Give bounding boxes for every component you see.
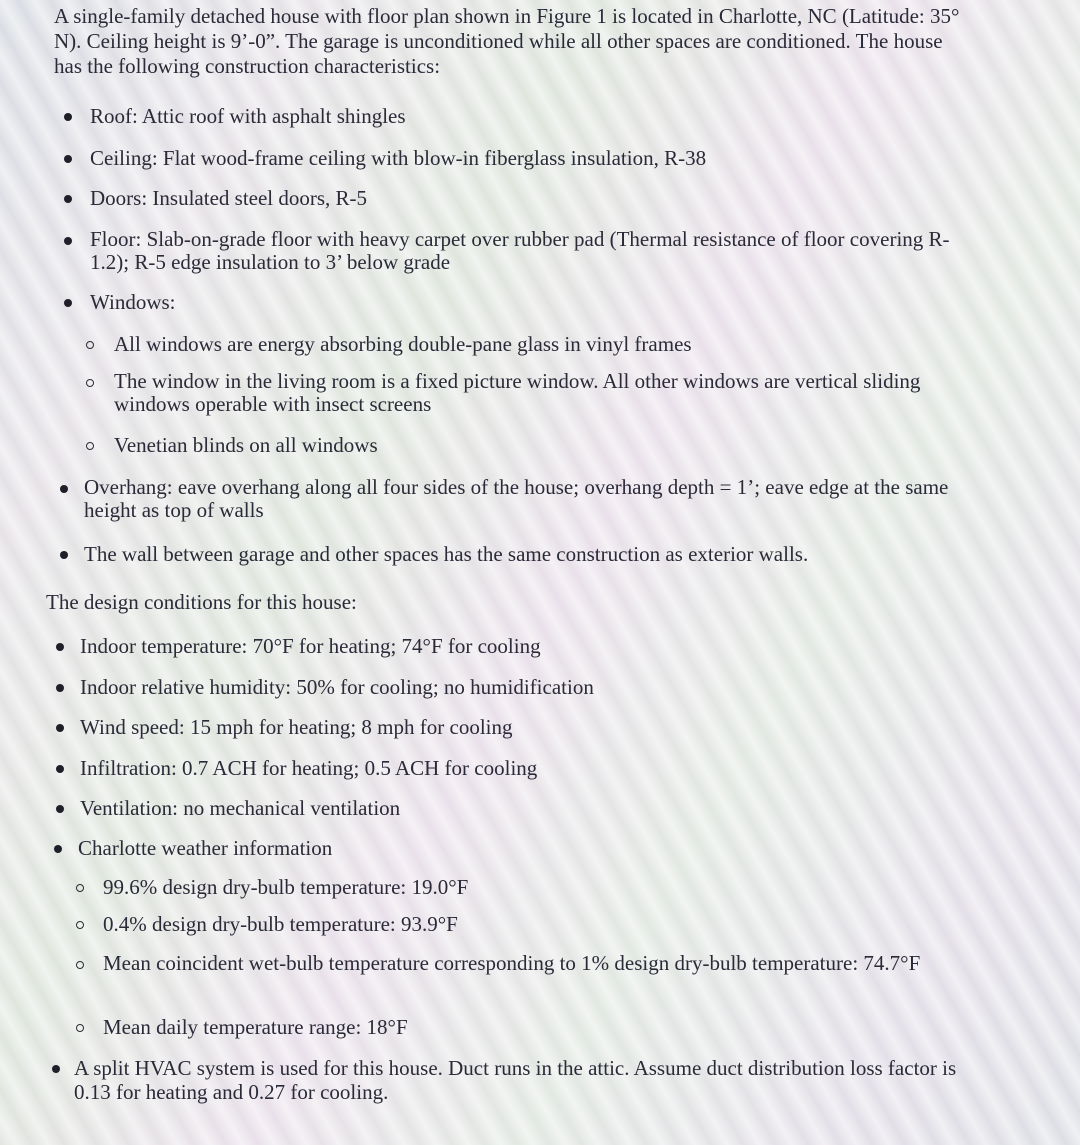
infiltration-item: [52, 756, 952, 780]
windows-sub-item: [86, 433, 956, 457]
intro-paragraph: A single-family detached house with floor plan shown in Figure 1 is located in Charlotte, NC (Latitude: 35° N). Ceiling height is 9’-0”. The garage is unconditioned while all other spaces are conditioned. The house has the following construction characteristics:: [54, 4, 960, 78]
windows-sub-text: Venetian blinds on all windows: [114, 433, 378, 457]
windows-sub-text: The window in the living room is a fixed picture window. All other windows are vertical sliding windows operable with insect screens: [114, 369, 921, 416]
overhang-text: Overhang: eave overhang along all four sides of the house; overhang depth = 1’; eave edge at the same height as top of walls: [84, 475, 949, 522]
weather-sub-text: Mean coincident wet-bulb temperature corresponding to 1% design dry-bulb temperature: 74.7°F: [103, 951, 921, 975]
humidity-item: [52, 675, 952, 699]
wall-text: The wall between garage and other spaces has the same construction as exterior walls.: [84, 542, 809, 566]
wind-item: [52, 715, 952, 739]
design-conditions-heading: The design conditions for this house:: [46, 590, 357, 614]
doors-item: [58, 186, 958, 210]
ventilation-item: [52, 796, 952, 820]
ventilation-text: Ventilation: no mechanical ventilation: [80, 796, 401, 820]
wind-text: Wind speed: 15 mph for heating; 8 mph for cooling: [80, 715, 513, 739]
wall-item: [56, 542, 966, 566]
weather-item: [50, 836, 950, 860]
indoor-temp-item: [52, 634, 952, 658]
weather-sub-item: [76, 952, 956, 975]
weather-text: Charlotte weather information: [78, 836, 333, 860]
overhang-item: [56, 476, 966, 522]
windows-sub-text: All windows are energy absorbing double-pane glass in vinyl frames: [114, 332, 692, 356]
weather-sub-text: 99.6% design dry-bulb temperature: 19.0°F: [103, 875, 469, 899]
weather-sub-item: [76, 912, 956, 936]
floor-text: Floor: Slab-on-grade floor with heavy carpet over rubber pad (Thermal resistance of floor covering R-1.2); R-5 edge insulation to 3’ below grade: [90, 227, 950, 274]
roof-text: Roof: Attic roof with asphalt shingles: [90, 104, 406, 128]
weather-sub-item: [76, 1015, 956, 1039]
humidity-text: Indoor relative humidity: 50% for cooling; no humidification: [80, 675, 594, 699]
windows-text: Windows:: [90, 290, 176, 314]
floor-item: [58, 228, 958, 274]
roof-item: [58, 104, 958, 128]
weather-sub-item: [76, 875, 956, 899]
hvac-item: [48, 1056, 958, 1104]
windows-item: [58, 290, 958, 314]
ceiling-text: Ceiling: Flat wood-frame ceiling with blow-in fiberglass insulation, R-38: [90, 146, 707, 170]
weather-sub-text: Mean daily temperature range: 18°F: [103, 1015, 408, 1039]
windows-sub-item: [86, 332, 956, 356]
infiltration-text: Infiltration: 0.7 ACH for heating; 0.5 ACH for cooling: [80, 756, 538, 780]
ceiling-item: [58, 146, 958, 170]
doors-text: Doors: Insulated steel doors, R-5: [90, 186, 368, 210]
weather-sub-text: 0.4% design dry-bulb temperature: 93.9°F: [103, 912, 458, 936]
hvac-text: A split HVAC system is used for this house. Duct runs in the attic. Assume duct distribution loss factor is 0.13 for heating and 0.27 for cooling.: [74, 1056, 957, 1104]
windows-sub-item: [86, 370, 956, 416]
indoor-temp-text: Indoor temperature: 70°F for heating; 74°F for cooling: [80, 634, 541, 658]
